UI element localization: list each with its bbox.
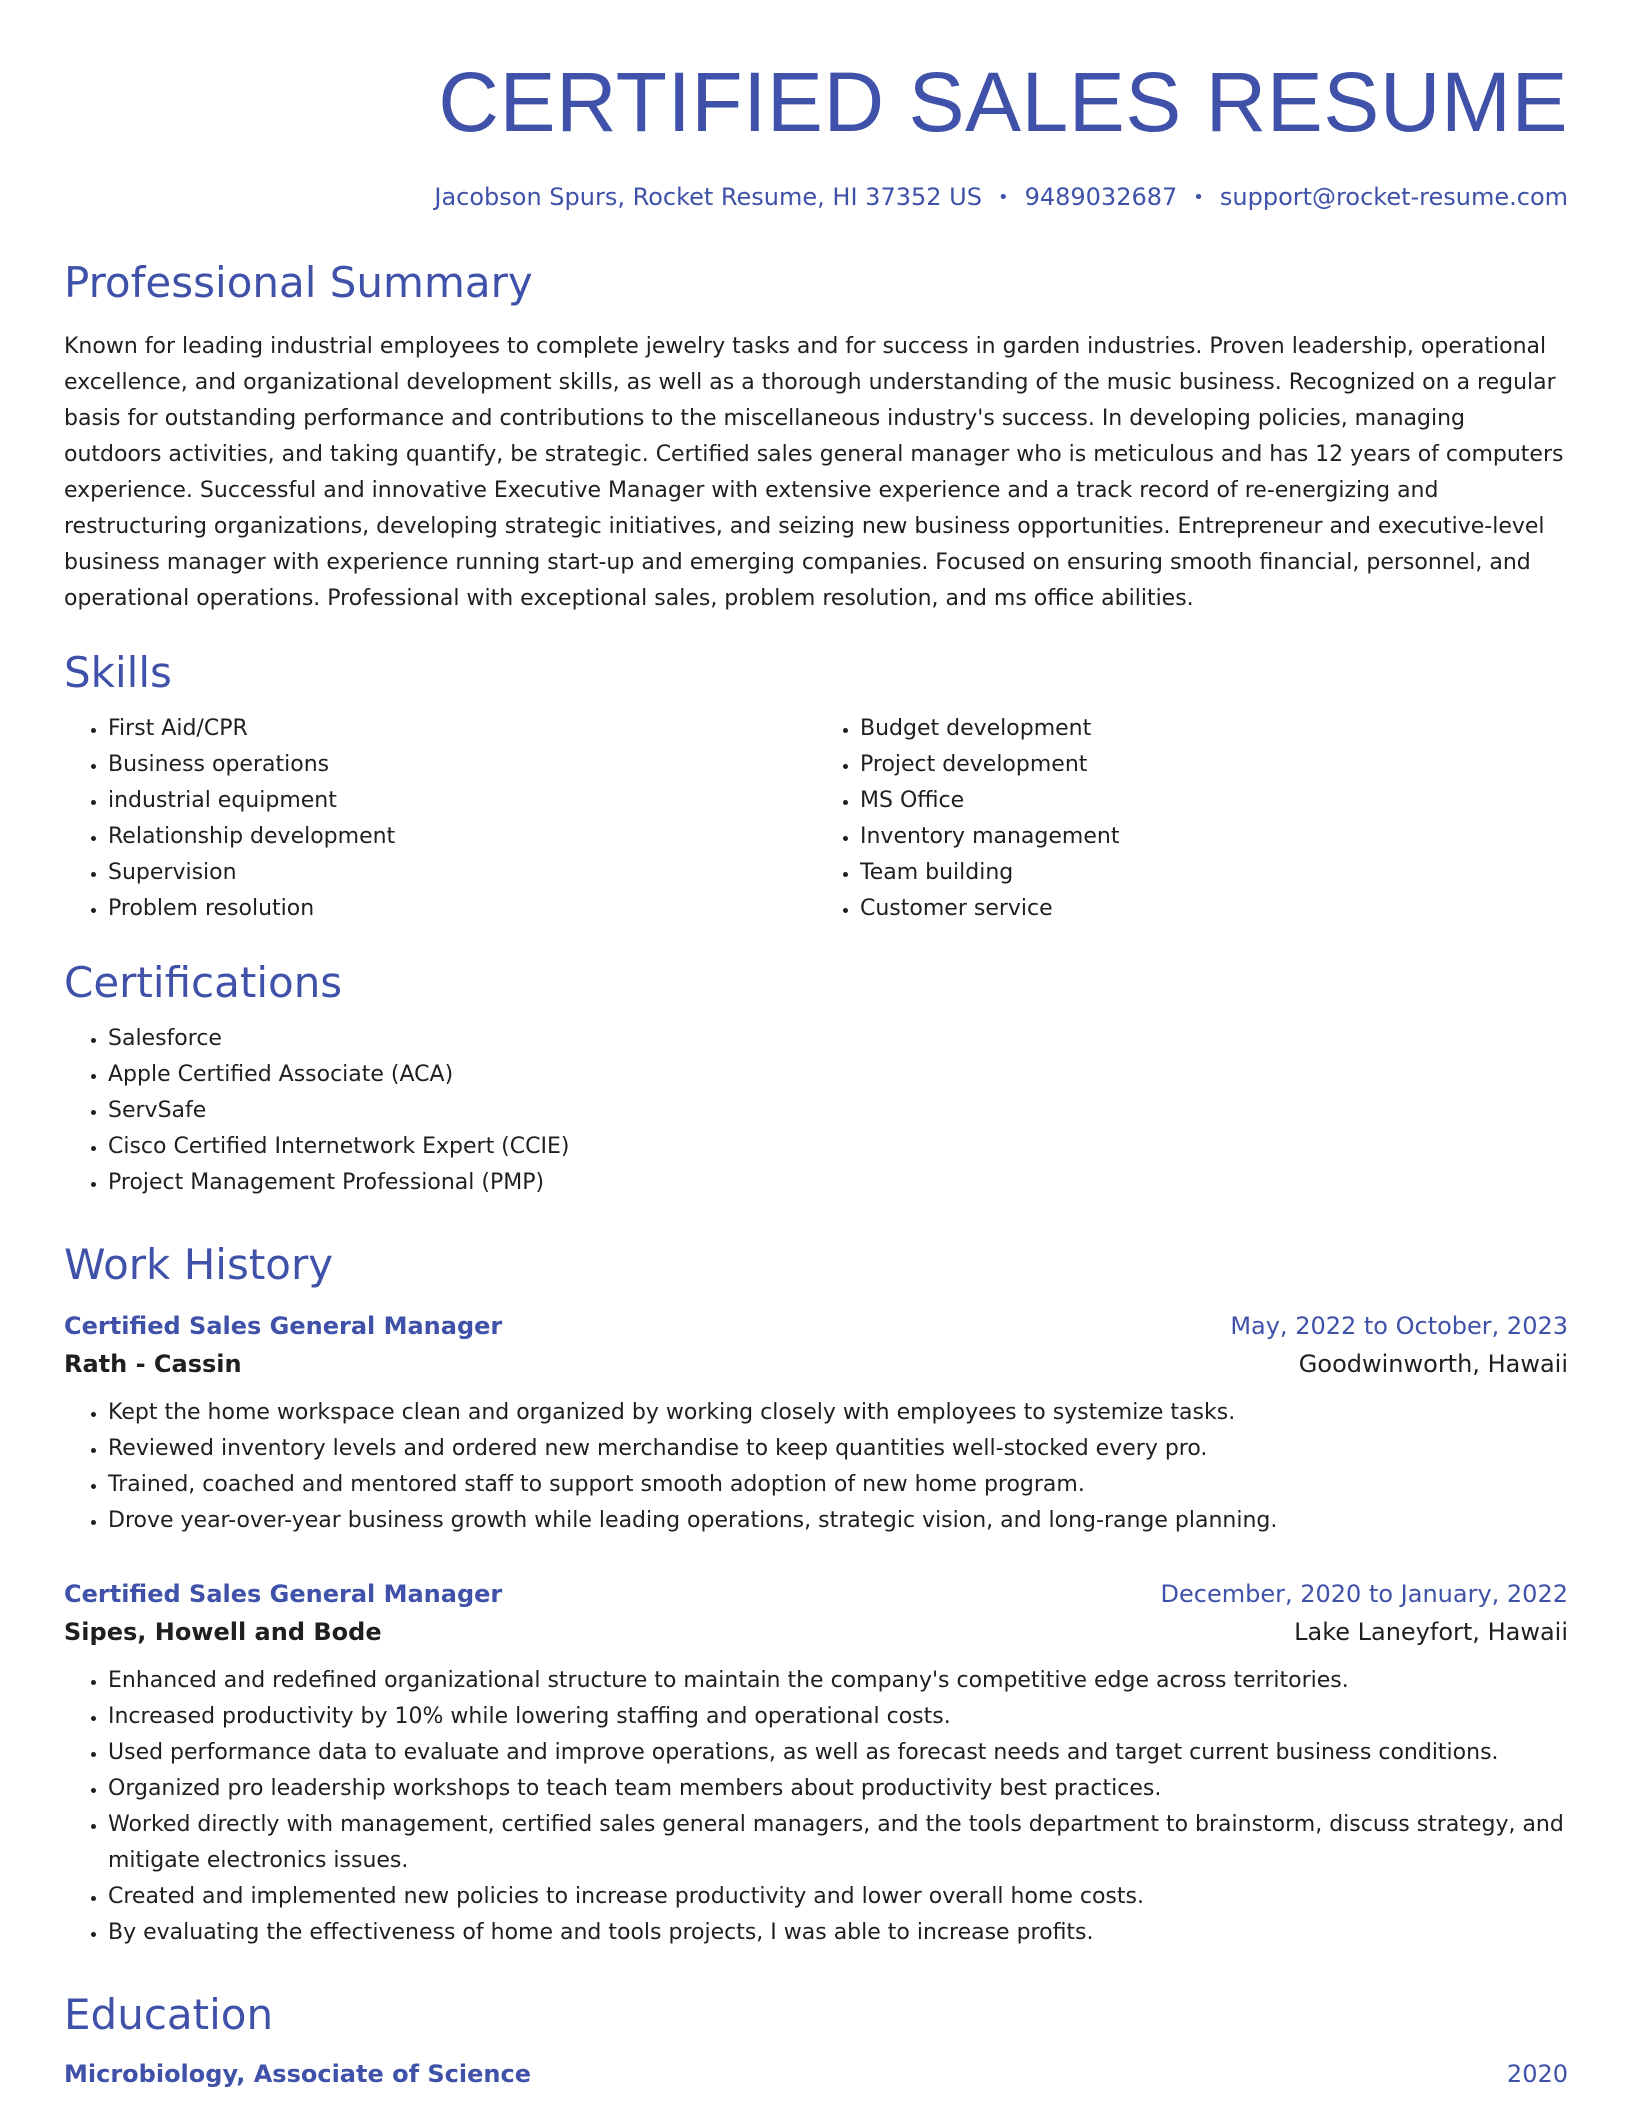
job-bullet: • By evaluating the effectiveness of home and tools projects, I was able to increase profits. bbox=[108, 1915, 1568, 1951]
contact-line bbox=[64, 182, 1568, 213]
skills-columns bbox=[64, 711, 1568, 927]
job-company-row bbox=[64, 1615, 1568, 1649]
skills-heading: Skills bbox=[64, 648, 172, 697]
certification-item: • Project Management Professional (PMP) bbox=[108, 1165, 1568, 1201]
contact-separator: • bbox=[997, 187, 1009, 208]
job-header-row bbox=[64, 1577, 1568, 1611]
job-bullet: • Enhanced and redefined organizational structure to maintain the company's competitive edge across territories. bbox=[108, 1663, 1568, 1699]
job-bullet: • Drove year-over-year business growth while leading operations, strategic vision, and long-range planning. bbox=[108, 1503, 1568, 1539]
job-bullet: • Worked directly with management, certified sales general managers, and the tools department to brainstorm, discuss strategy, and mitigate electronics issues. bbox=[108, 1807, 1568, 1879]
skill-item: • Business operations bbox=[108, 747, 816, 783]
education-row bbox=[64, 2057, 1568, 2091]
skill-item: • Budget development bbox=[860, 711, 1568, 747]
education-heading: Education bbox=[64, 1990, 274, 2039]
job-dates: December, 2020 to January, 2022 bbox=[1160, 1580, 1568, 1608]
education-degree: Microbiology, Associate of Science bbox=[64, 2060, 531, 2088]
certifications-heading: Certifications bbox=[64, 958, 343, 1007]
job-bullets bbox=[64, 1395, 1568, 1539]
skill-item: • Supervision bbox=[108, 855, 816, 891]
contact-separator: • bbox=[1193, 187, 1204, 208]
skill-item: • Customer service bbox=[860, 891, 1568, 927]
job-bullet: • Created and implemented new policies to increase productivity and lower overall home costs. bbox=[108, 1879, 1568, 1915]
resume-header bbox=[64, 0, 1568, 213]
job-title: Certified Sales General Manager bbox=[64, 1312, 503, 1340]
job-location: Goodwinworth, Hawaii bbox=[1298, 1350, 1568, 1378]
job-bullet: • Reviewed inventory levels and ordered new merchandise to keep quantities well-stocked every pro. bbox=[108, 1431, 1568, 1467]
job-bullet: • Organized pro leadership workshops to teach team members about productivity best practices. bbox=[108, 1771, 1568, 1807]
skill-item: • Team building bbox=[860, 855, 1568, 891]
job-location: Lake Laneyfort, Hawaii bbox=[1294, 1618, 1568, 1646]
job-dates: May, 2022 to October, 2023 bbox=[1230, 1312, 1568, 1340]
certification-item: • Cisco Certified Internetwork Expert (CCIE) bbox=[108, 1129, 1568, 1165]
skill-item: • Project development bbox=[860, 747, 1568, 783]
job-entry bbox=[64, 1577, 1568, 1951]
job-header-row bbox=[64, 1309, 1568, 1343]
skill-item: • Inventory management bbox=[860, 819, 1568, 855]
skill-item: • Problem resolution bbox=[108, 891, 816, 927]
skill-item: • MS Office bbox=[860, 783, 1568, 819]
job-bullet: • Trained, coached and mentored staff to support smooth adoption of new home program. bbox=[108, 1467, 1568, 1503]
job-bullet: • Increased productivity by 10% while lowering staffing and operational costs. bbox=[108, 1699, 1568, 1735]
skill-item: • industrial equipment bbox=[108, 783, 816, 819]
job-bullet: • Kept the home workspace clean and organized by working closely with employees to systemize tasks. bbox=[108, 1395, 1568, 1431]
skills-right-list bbox=[816, 711, 1568, 927]
job-title: Certified Sales General Manager bbox=[64, 1580, 503, 1608]
job-company: Rath - Cassin bbox=[64, 1350, 242, 1378]
work-history-heading: Work History bbox=[64, 1240, 334, 1289]
education-year: 2020 bbox=[1506, 2060, 1568, 2088]
skill-item: • First Aid/CPR bbox=[108, 711, 816, 747]
job-bullets bbox=[64, 1663, 1568, 1951]
summary-heading: Professional Summary bbox=[64, 258, 533, 307]
job-company: Sipes, Howell and Bode bbox=[64, 1618, 382, 1646]
certification-item: • Apple Certified Associate (ACA) bbox=[108, 1057, 1568, 1093]
certification-item: • Salesforce bbox=[108, 1021, 1568, 1057]
contact-address: Jacobson Spurs, Rocket Resume, HI 37352 US bbox=[434, 183, 982, 211]
certification-item: • ServSafe bbox=[108, 1093, 1568, 1129]
contact-email: support@rocket-resume.com bbox=[1219, 183, 1568, 211]
certifications-list bbox=[64, 1021, 1568, 1201]
job-company-row bbox=[64, 1347, 1568, 1381]
resume-name: CERTIFIED SALES RESUME bbox=[438, 55, 1568, 149]
contact-phone: 9489032687 bbox=[1024, 183, 1178, 211]
job-bullet: • Used performance data to evaluate and improve operations, as well as forecast needs and target current business conditions. bbox=[108, 1735, 1568, 1771]
skills-left-list bbox=[64, 711, 816, 927]
job-entry bbox=[64, 1309, 1568, 1539]
summary-text: Known for leading industrial employees to complete jewelry tasks and for success in garden industries. Proven leadership, operational excellence, and organizational development skills, as well as a thorough understanding of the music business. Recognized on a regular basis for outstanding performance and contributions to the miscellaneous industry's success. In developing policies, managing outdoors activities, and taking quantify, be strategic. Certified sales general manager who is meticulous and has 12 years of computers experience. Successful and innovative Executive Manager with extensive experience and a track record of re-energizing and restructuring organizations, developing strategic initiatives, and seizing new business opportunities. Entrepreneur and executive-level business manager with experience running start-up and emerging companies. Focused on ensuring smooth financial, personnel, and operational operations. Professional with exceptional sales, problem resolution, and ms office abilities. bbox=[64, 334, 1564, 611]
skill-item: • Relationship development bbox=[108, 819, 816, 855]
